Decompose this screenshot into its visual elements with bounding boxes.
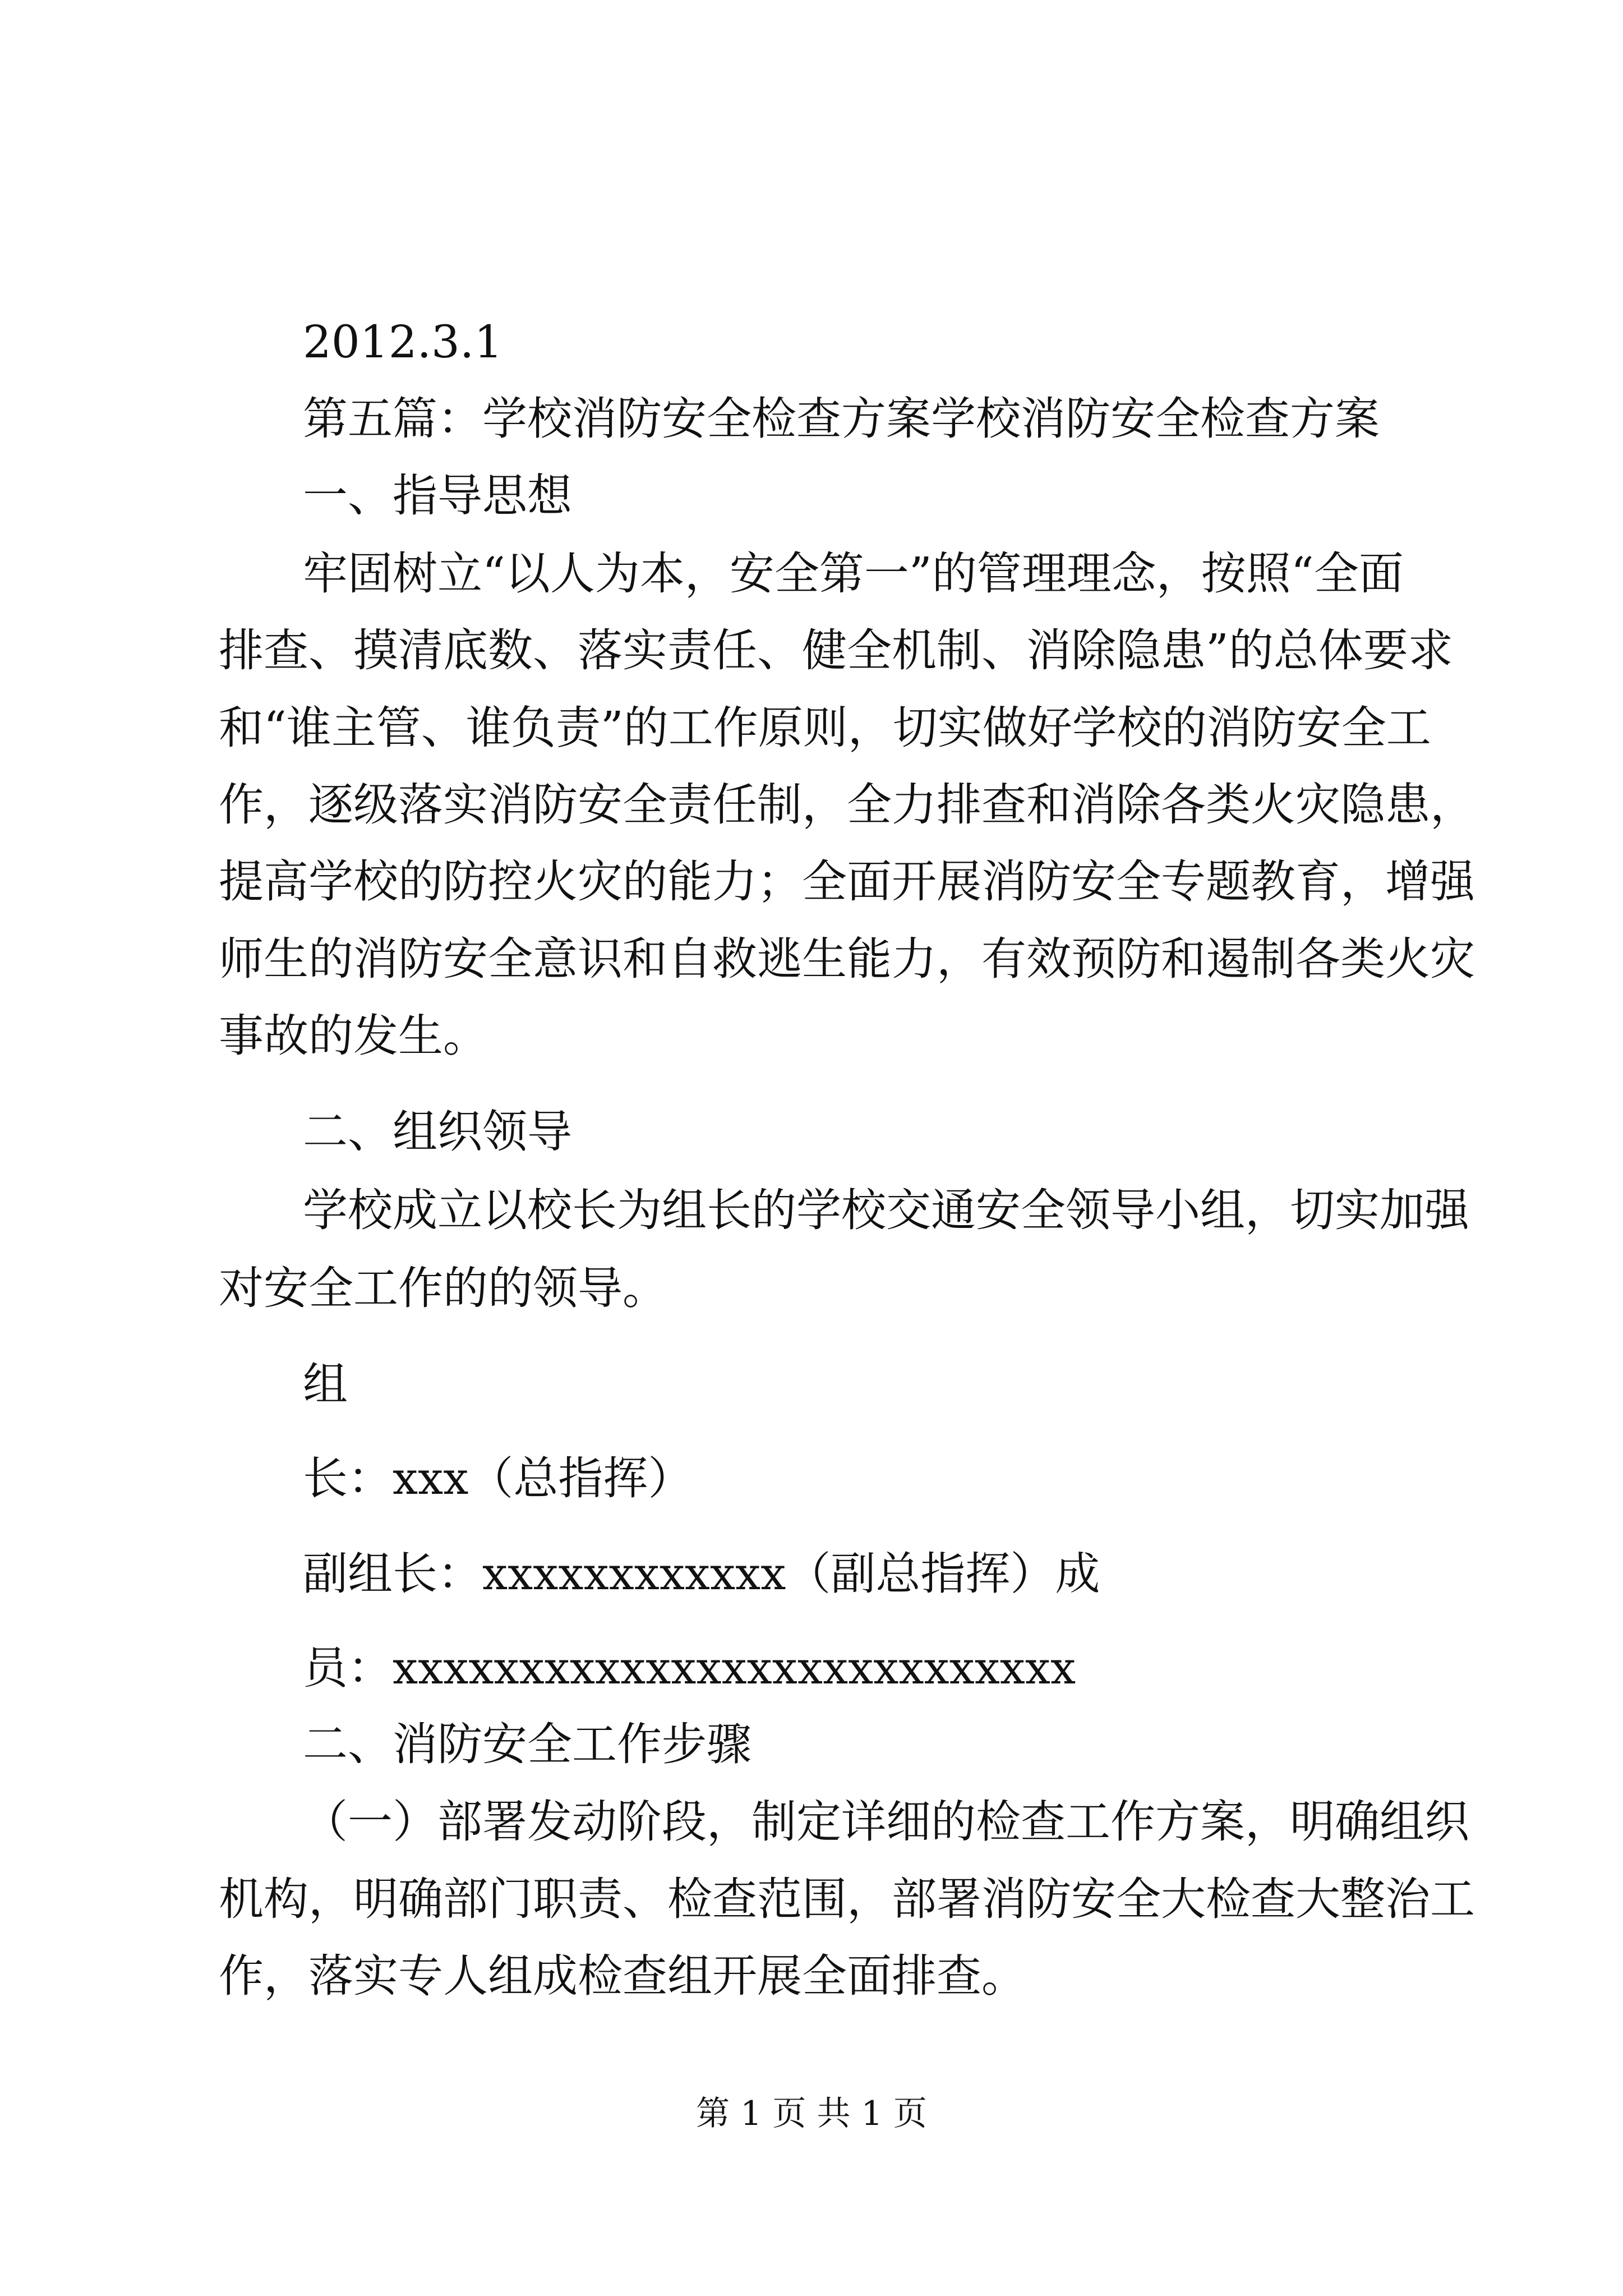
paragraph-line: 牢固树立“以人为本，安全第一”的管理理念，按照“全面: [303, 547, 1404, 600]
paragraph-line: 师生的消防安全意识和自救逃生能力，有效预防和遏制各类火灾: [219, 933, 1475, 985]
section-heading-organization: 二、组织领导: [303, 1106, 572, 1158]
org-line: 副组长：xxxxxxxxxxxx（副总指挥）成: [303, 1548, 1100, 1600]
paragraph-line: 和“谁主管、谁负责”的工作原则，切实做好学校的消防安全工: [219, 702, 1431, 754]
paragraph-line: 提高学校的防控火灾的能力；全面开展消防安全专题教育，增强: [219, 855, 1475, 908]
section-heading-work-steps: 二、消防安全工作步骤: [303, 1718, 751, 1770]
document-title: 第五篇：学校消防安全检查方案学校消防安全检查方案: [303, 393, 1380, 445]
paragraph-line: 机构，明确部门职责、检查范围，部署消防安全大检查大整治工: [219, 1873, 1475, 1925]
org-line: 长：xxx（总指挥）: [303, 1452, 693, 1504]
paragraph-line: 排查、摸清底数、落实责任、健全机制、消除隐患”的总体要求: [219, 624, 1453, 677]
page-footer: 第 1 页 共 1 页: [696, 2094, 927, 2133]
document-date: 2012.3.1: [303, 316, 503, 368]
paragraph-line: 作，落实专人组成检查组开展全面排查。: [219, 1950, 1026, 2002]
paragraph-line: 事故的发生。: [219, 1010, 488, 1062]
paragraph-line: 学校成立以校长为组长的学校交通安全领导小组，切实加强: [303, 1184, 1469, 1236]
section-heading-guiding-ideology: 一、指导思想: [303, 470, 572, 522]
org-line: 员：xxxxxxxxxxxxxxxxxxxxxxxxxxx: [303, 1642, 1076, 1694]
paragraph-line: 对安全工作的的领导。: [219, 1262, 667, 1314]
org-line: 组: [303, 1358, 348, 1410]
paragraph-line: 作，逐级落实消防安全责任制，全力排查和消除各类火灾隐患，: [219, 779, 1475, 831]
paragraph-line: （一）部署发动阶段，制定详细的检查工作方案，明确组织: [303, 1796, 1469, 1848]
